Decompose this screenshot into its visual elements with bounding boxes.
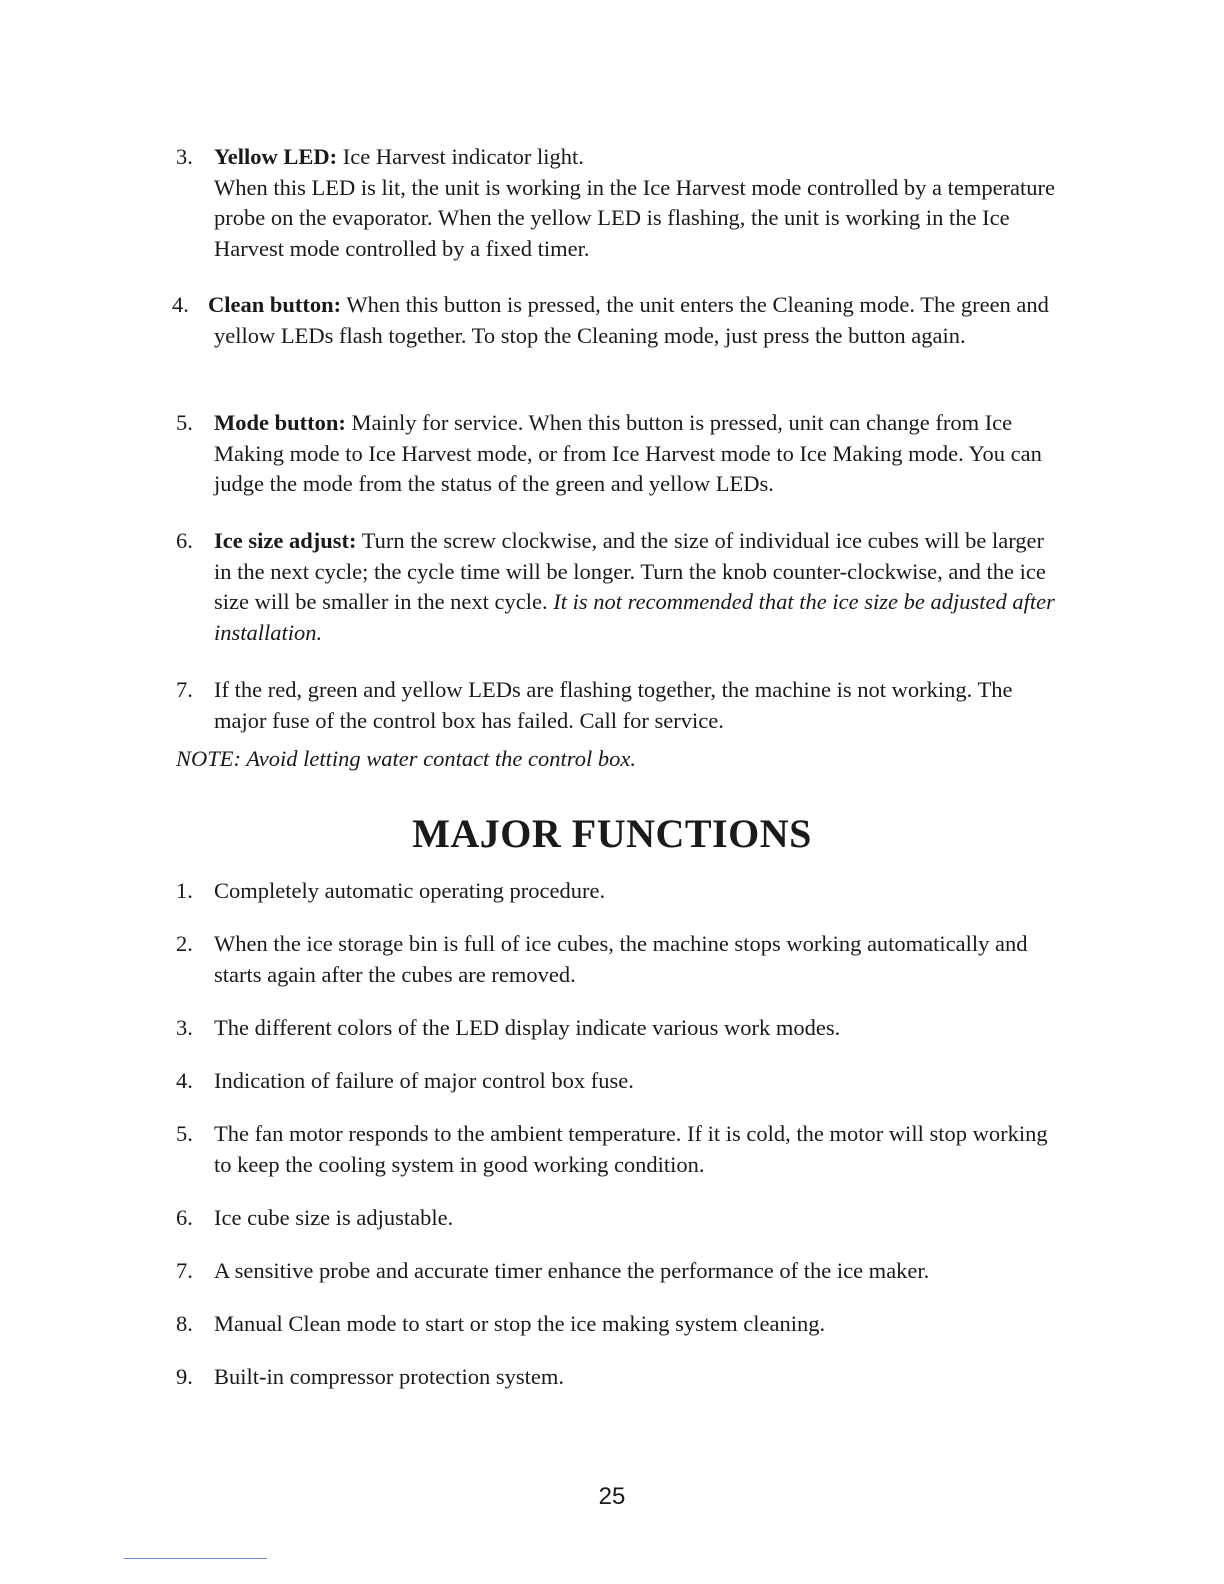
item-text: Ice cube size is adjustable. <box>214 1205 454 1230</box>
item-text: Manual Clean mode to start or stop the ice making system cleaning. <box>214 1311 826 1336</box>
function-item <box>176 1309 1056 1340</box>
footer-rule <box>124 1558 267 1559</box>
item-text: When the ice storage bin is full of ice cubes, the machine stops working automatically and starts again after the cubes are removed. <box>214 931 1028 987</box>
control-item-yellow-led <box>176 142 1056 264</box>
page-number: 25 <box>598 1483 626 1510</box>
function-item <box>176 1256 1056 1287</box>
item-number: 7. <box>176 677 193 702</box>
item-number: 5. <box>176 410 193 435</box>
item-number: 3. <box>176 144 193 169</box>
item-term: Clean button: <box>208 292 342 317</box>
function-item <box>176 929 1056 990</box>
item-term: Mode button: <box>214 410 346 435</box>
item-number: 9. <box>176 1364 193 1389</box>
function-item <box>176 1119 1056 1180</box>
function-item <box>176 1066 1056 1097</box>
function-item <box>176 1013 1056 1044</box>
item-number: 5. <box>176 1121 193 1146</box>
item-number: 6. <box>176 1205 193 1230</box>
item-number: 6. <box>176 528 193 553</box>
item-term: Yellow LED: <box>214 144 338 169</box>
section-heading: MAJOR FUNCTIONS <box>412 811 812 856</box>
function-item <box>176 1362 1056 1393</box>
item-text: The different colors of the LED display indicate various work modes. <box>214 1015 841 1040</box>
item-number: 3. <box>176 1015 193 1040</box>
control-item-ice-size-adjust <box>176 526 1056 648</box>
item-text: Built-in compressor protection system. <box>214 1364 564 1389</box>
item-number: 8. <box>176 1311 193 1336</box>
item-text: Ice Harvest indicator light. <box>337 144 584 169</box>
item-text: Mainly for service. When this button is pressed, unit can change from Ice Making mode to Ice Harvest mode, or from Ice Harvest mode to Ice Making mode. You can judge the mode from the status of the green and yellow LEDs. <box>214 410 1042 496</box>
item-number: 7. <box>176 1258 193 1283</box>
item-term: Ice size adjust: <box>214 528 357 553</box>
function-item <box>176 876 1056 907</box>
control-item-mode-button <box>176 408 1056 500</box>
function-item <box>176 1203 1056 1234</box>
control-item-clean-button <box>172 290 1056 351</box>
item-text: If the red, green and yellow LEDs are flashing together, the machine is not working. The major fuse of the control box has failed. Call for service. <box>214 677 1013 733</box>
item-text: When this button is pressed, the unit enters the Cleaning mode. The green and yellow LEDs flash together. To stop the Cleaning mode, just press the button again. <box>214 292 1049 348</box>
item-text: Indication of failure of major control box fuse. <box>214 1068 634 1093</box>
item-text: Turn the screw clockwise, and the size of individual ice cubes will be larger in the next cycle; the cycle time will be longer. Turn the knob counter-clockwise, and the ice size will be smaller in the next cycle. <box>214 528 1046 614</box>
control-item-fuse-failure <box>176 675 1056 736</box>
item-text: The fan motor responds to the ambient temperature. If it is cold, the motor will stop working to keep the cooling system in good working condition. <box>214 1121 1048 1177</box>
note-text: NOTE: Avoid letting water contact the control box. <box>176 746 636 771</box>
item-text-continued: When this LED is lit, the unit is working in the Ice Harvest mode controlled by a temperature probe on the evaporator. When the yellow LED is flashing, the unit is working in the Ice Harvest mode controlled by a fixed timer. <box>214 174 1056 261</box>
item-text: Completely automatic operating procedure. <box>214 878 606 903</box>
item-number: 4. <box>172 292 189 317</box>
item-number: 1. <box>176 878 193 903</box>
item-text: A sensitive probe and accurate timer enhance the performance of the ice maker. <box>214 1258 930 1283</box>
item-number: 4. <box>176 1068 193 1093</box>
item-number: 2. <box>176 931 193 956</box>
item-italic-note: It is not recommended that the ice size be adjusted after installation. <box>214 589 1055 645</box>
